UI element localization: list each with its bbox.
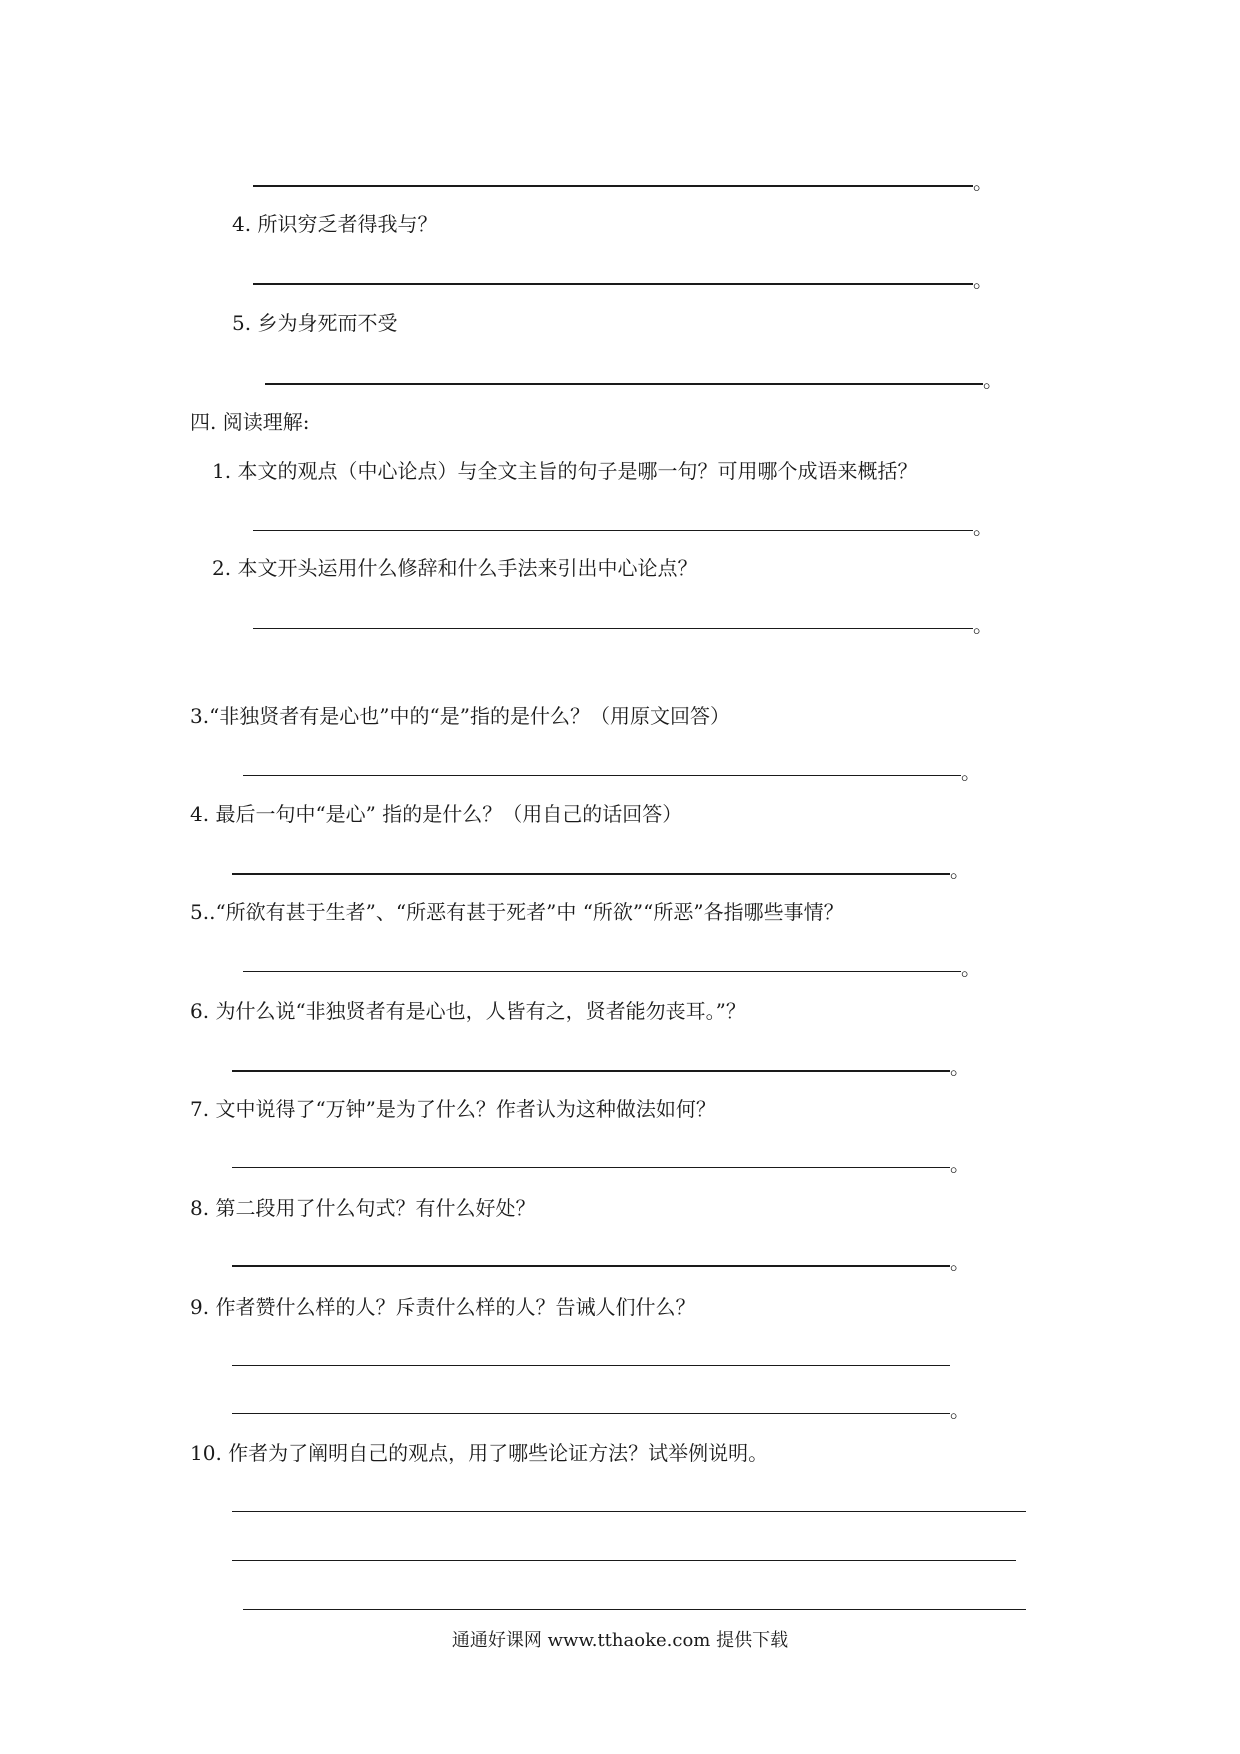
question-4-translate: 4. 所识穷乏者得我与？ bbox=[232, 212, 438, 236]
answer-line-q4[interactable] bbox=[253, 283, 973, 285]
period: 。 bbox=[961, 760, 981, 784]
answer-line-r7[interactable] bbox=[232, 1167, 950, 1168]
reading-question-2: 2. 本文开头运用什么修辞和什么手法来引出中心论点？ bbox=[212, 556, 698, 580]
answer-line-r4[interactable] bbox=[232, 873, 950, 875]
answer-line-r9a[interactable] bbox=[232, 1365, 950, 1366]
reading-question-8: 8. 第二段用了什么句式？有什么好处？ bbox=[190, 1196, 536, 1220]
reading-question-5: 5..“所欲有甚于生者”、“所恶有甚于死者”中 “所欲”“所恶”各指哪些事情？ bbox=[190, 900, 844, 924]
reading-question-4: 4. 最后一句中“是心” 指的是什么？（用自己的话回答） bbox=[190, 802, 683, 826]
reading-question-9: 9. 作者赞什么样的人？斥责什么样的人？告诫人们什么？ bbox=[190, 1295, 696, 1319]
answer-line-r9b[interactable] bbox=[232, 1413, 950, 1414]
reading-question-6: 6. 为什么说“非独贤者有是心也，人皆有之，贤者能勿丧耳。”？ bbox=[190, 999, 746, 1023]
reading-question-10: 10. 作者为了阐明自己的观点，用了哪些论证方法？试举例说明。 bbox=[190, 1441, 769, 1465]
reading-question-7: 7. 文中说得了“万钟”是为了什么？作者认为这种做法如何？ bbox=[190, 1097, 716, 1121]
period: 。 bbox=[950, 858, 970, 882]
period: 。 bbox=[983, 368, 1003, 392]
answer-line-r5[interactable] bbox=[243, 971, 961, 972]
period: 。 bbox=[973, 613, 993, 637]
answer-line-r3[interactable] bbox=[243, 775, 961, 776]
period: 。 bbox=[961, 956, 981, 980]
page-footer: 通通好课网 www.tthaoke.com 提供下载 bbox=[451, 1630, 789, 1651]
reading-question-3: 3.“非独贤者有是心也”中的“是”指的是什么？（用原文回答） bbox=[190, 704, 730, 728]
reading-question-1: 1. 本文的观点（中心论点）与全文主旨的句子是哪一句？可用哪个成语来概括？ bbox=[212, 459, 918, 483]
period: 。 bbox=[950, 1055, 970, 1079]
period: 。 bbox=[950, 1250, 970, 1274]
answer-line-r10c[interactable] bbox=[243, 1609, 1026, 1610]
section-heading-reading: 四. 阅读理解: bbox=[190, 410, 310, 434]
answer-line-r2[interactable] bbox=[253, 628, 973, 629]
answer-line-r8[interactable] bbox=[232, 1265, 950, 1267]
question-5-translate: 5. 乡为身死而不受 bbox=[232, 311, 398, 335]
period: 。 bbox=[950, 1152, 970, 1176]
period: 。 bbox=[950, 1398, 970, 1422]
period: 。 bbox=[973, 170, 993, 194]
answer-line-r10a[interactable] bbox=[232, 1511, 1026, 1512]
period: 。 bbox=[973, 268, 993, 292]
period: 。 bbox=[973, 515, 993, 539]
answer-line-prev[interactable] bbox=[253, 185, 973, 187]
answer-line-q5[interactable] bbox=[265, 383, 983, 385]
answer-line-r1[interactable] bbox=[253, 530, 973, 531]
answer-line-r10b[interactable] bbox=[232, 1560, 1016, 1561]
answer-line-r6[interactable] bbox=[232, 1070, 950, 1072]
